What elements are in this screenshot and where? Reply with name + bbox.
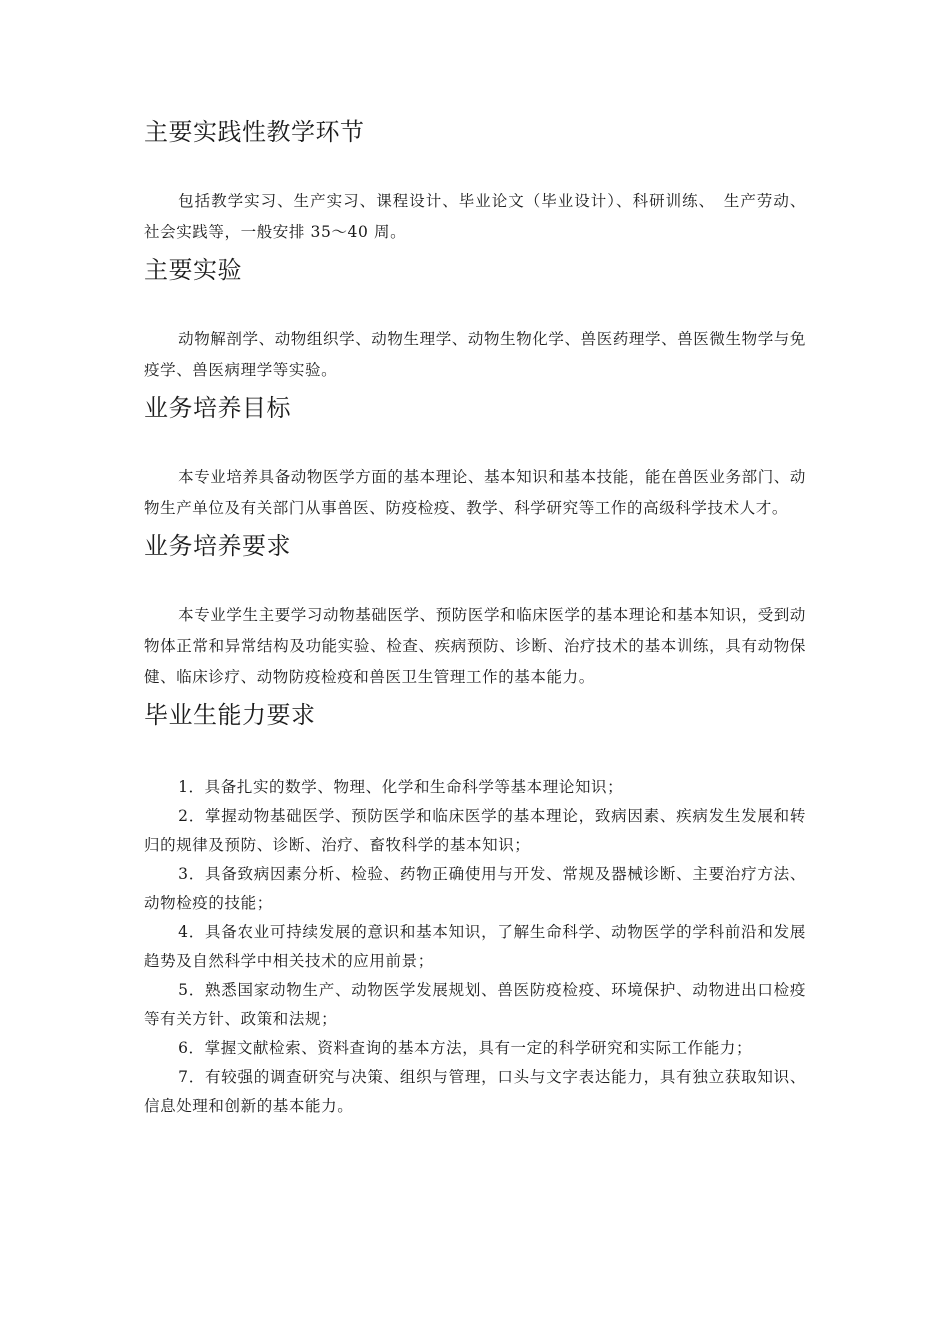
heading-training-requirements: 业务培养要求 [144,532,291,560]
paragraph-training-goal: 本专业培养具备动物医学方面的基本理论、基本知识和基本技能，能在兽医业务部门、动物生产单位及有关部门从事兽医、防疫检疫、教学、科学研究等工作的高级科学技术人才。 [144,468,806,517]
ability-item-2: 2．掌握动物基础医学、预防医学和临床医学的基本理论，致病因素、疾病发生发展和转归的规律及预防、诊断、治疗、畜牧科学的基本知识； [144,807,806,854]
document-body [144,114,806,1121]
paragraph-experiments: 动物解剖学、动物组织学、动物生理学、动物生物化学、兽医药理学、兽医微生物学与免疫学、兽医病理学等实验。 [144,330,806,379]
ability-item-5: 5．熟悉国家动物生产、动物医学发展规划、兽医防疫检疫、环境保护、动物进出口检疫等有关方针、政策和法规； [144,981,806,1028]
heading-experiments: 主要实验 [144,256,242,284]
paragraph-training-requirements: 本专业学生主要学习动物基础医学、预防医学和临床医学的基本理论和基本知识，受到动物体正常和异常结构及功能实验、检查、疾病预防、诊断、治疗技术的基本训练，具有动物保健、临床诊疗、动物防疫检疫和兽医卫生管理工作的基本能力。 [144,606,806,686]
ability-item-4: 4．具备农业可持续发展的意识和基本知识，了解生命科学、动物医学的学科前沿和发展趋势及自然科学中相关技术的应用前景； [144,923,806,970]
ability-item-6: 6．掌握文献检索、资料查询的基本方法，具有一定的科学研究和实际工作能力； [178,1039,753,1057]
paragraph-practice: 包括教学实习、生产实习、课程设计、毕业论文（毕业设计）、科研训练、 生产劳动、社会实践等，一般安排 35～40 周。 [144,192,806,241]
ability-item-1: 1．具备扎实的数学、物理、化学和生命科学等基本理论知识； [178,778,624,796]
ability-item-7: 7．有较强的调查研究与决策、组织与管理，口头与文字表达能力，具有独立获取知识、信息处理和创新的基本能力。 [144,1068,806,1115]
heading-graduate-abilities: 毕业生能力要求 [144,701,316,729]
heading-practice: 主要实践性教学环节 [144,118,365,146]
ability-item-3: 3．具备致病因素分析、检验、药物正确使用与开发、常规及器械诊断、主要治疗方法、动物检疫的技能； [144,865,806,912]
heading-training-goal: 业务培养目标 [144,394,291,422]
